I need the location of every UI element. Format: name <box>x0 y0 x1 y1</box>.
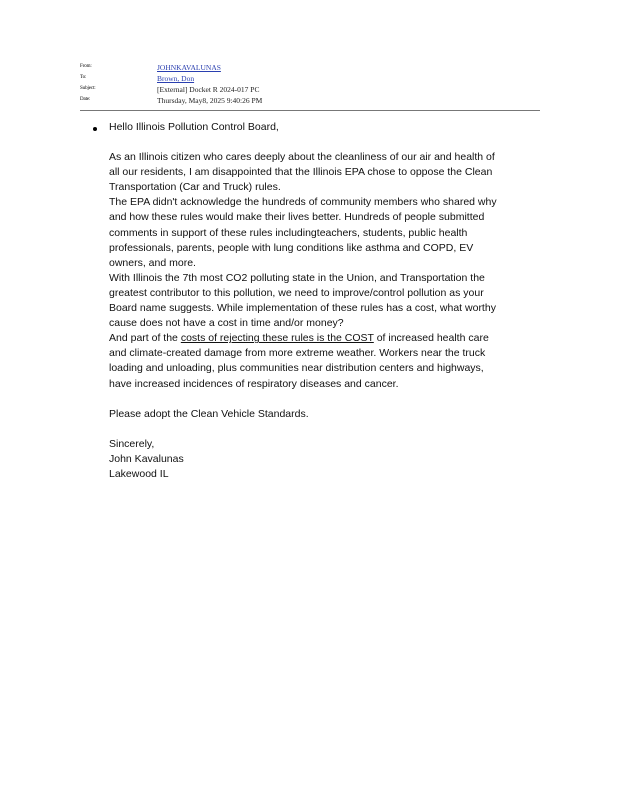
closing-text: Sincerely, <box>109 437 155 450</box>
body-line: greatest contributor to this pollution, we need to improve/control pollution as your <box>109 286 484 299</box>
date-label: Date: <box>80 97 91 102</box>
body-line: and how these rules would make their lives better. Hundreds of people submitted <box>109 211 485 224</box>
signature-name: John Kavalunas <box>109 452 184 465</box>
bullet-icon <box>93 127 97 131</box>
greeting-bullet-item <box>109 120 539 135</box>
email-header <box>80 63 540 107</box>
request-text: Please adopt the Clean Vehicle Standards. <box>109 407 309 420</box>
body-line: and climate-created damage from more extreme weather. Workers near the truck <box>109 347 486 360</box>
to-value-link[interactable]: Brown, Don <box>157 74 195 83</box>
body-paragraph-1 <box>109 150 539 392</box>
body-line: Transportation (Car and Truck) rules. <box>109 181 281 194</box>
from-value-link[interactable]: JOHNKAVALUNAS <box>157 63 221 72</box>
signature-location: Lakewood IL <box>109 467 169 480</box>
body-line: As an Illinois citizen who cares deeply about the cleanliness of our air and health of <box>109 151 495 164</box>
subject-row <box>80 85 540 96</box>
body-line: cause does not have a cost in time and/or money? <box>109 317 344 330</box>
from-label: From: <box>80 64 92 69</box>
date-value: Thursday, May8, 2025 9:40:26 PM <box>157 96 263 105</box>
body-line: owners, and more. <box>109 256 196 269</box>
body-line: professionals, parents, people with lung conditions like asthma and COPD, EV <box>109 241 474 254</box>
spacer <box>109 135 539 150</box>
subject-value: [External] Docket R 2024-017 PC <box>157 85 260 94</box>
spacer <box>109 392 539 407</box>
subject-label: Subject: <box>80 86 96 91</box>
body-text: And part of the <box>109 332 181 345</box>
body-line: all our residents, I am disappointed that the Illinois EPA chose to oppose the Clean <box>109 166 493 179</box>
body-line: have increased incidences of respiratory diseases and cancer. <box>109 377 399 390</box>
header-divider <box>80 110 540 111</box>
spacer <box>109 422 539 437</box>
body-line: The EPA didn't acknowledge the hundreds of community members who shared why <box>109 196 497 209</box>
to-row <box>80 74 540 85</box>
body-line: With Illinois the 7th most CO2 polluting state in the Union, and Transportation the <box>109 271 485 284</box>
from-row <box>80 63 540 74</box>
body-text: of increased health care <box>373 332 489 345</box>
body-line: loading and unloading, plus communities near distribution centers and highways, <box>109 362 484 375</box>
body-line: comments in support of these rules includingteachers, students, public health <box>109 226 468 239</box>
greeting-text: Hello Illinois Pollution Control Board, <box>109 121 279 133</box>
to-label: To: <box>80 75 87 80</box>
underlined-text: costs of rejecting these rules is the COST <box>180 332 374 345</box>
body-line: Board name suggests. While implementation of these rules has a cost, what worthy <box>109 302 496 315</box>
email-body <box>109 120 539 482</box>
body-line-with-underline <box>109 331 539 346</box>
date-row <box>80 96 540 107</box>
